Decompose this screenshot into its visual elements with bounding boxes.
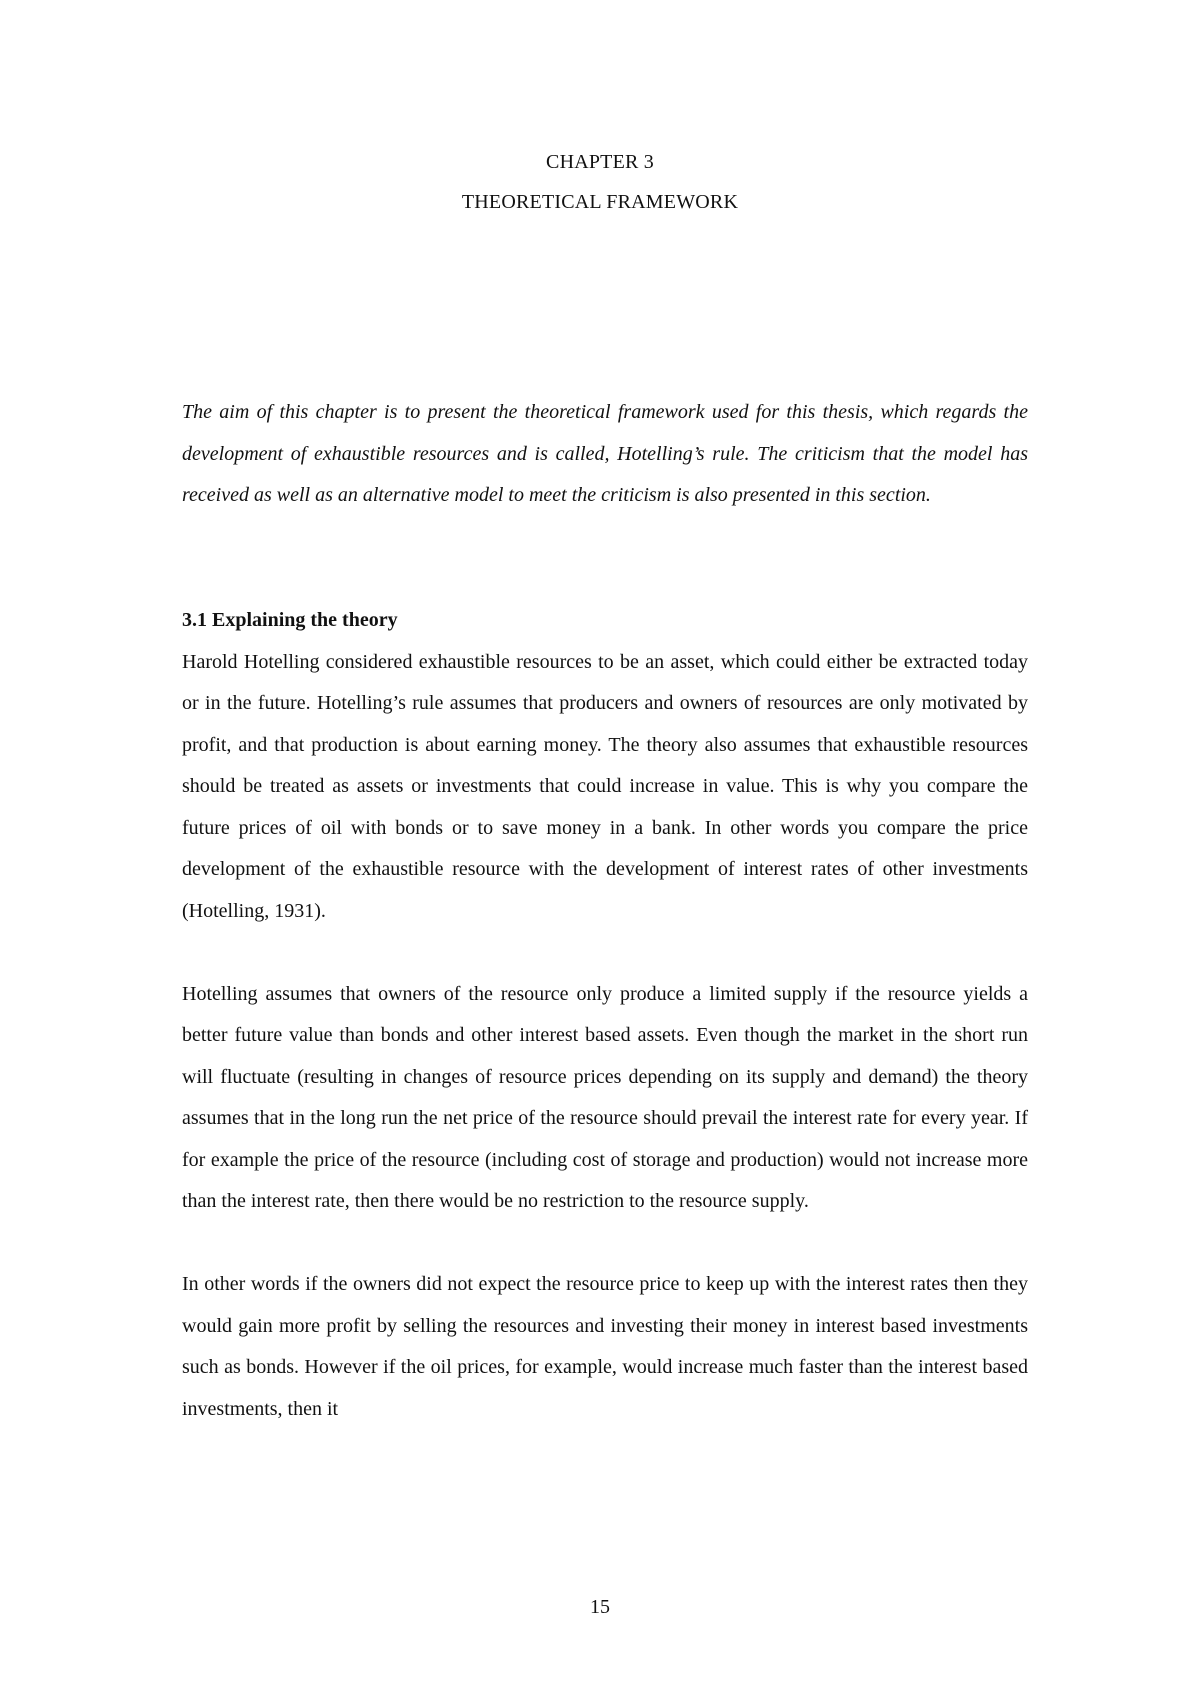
paragraph-1: Harold Hotelling considered exhaustible resources to be an asset, which could either be extracted today or in the future. Hotelling’s rule assumes that producers and owners of resources are only motivated by profit, and that production is about earning money. The theory also assumes that exhaustible resources should be treated as assets or investments that could increase in value. This is why you compare the future prices of oil with bonds or to save money in a bank. In other words you compare the price development of the exhaustible resource with the development of interest rates of other investments (Hotelling, 1931). [182, 650, 1028, 922]
chapter-abstract [182, 392, 1028, 517]
page-number: 15 [590, 1596, 610, 1618]
chapter-heading [0, 142, 1200, 222]
abstract-text: The aim of this chapter is to present the theoretical framework used for this thesis, which regards the development of exhaustible resources and is called, Hotelling’s rule. The criticism that the model has received as well as an alternative model to meet the criticism is also presented in this section. [182, 401, 1028, 506]
chapter-number: CHAPTER 3 [546, 151, 654, 173]
paragraph-3: In other words if the owners did not expect the resource price to keep up with the interest rates then they would gain more profit by selling the resources and investing their money in interest based investments such as bonds. However if the oil prices, for example, would increase much faster than the interest based investments, then it [182, 1273, 1028, 1420]
paragraph-2: Hotelling assumes that owners of the resource only produce a limited supply if the resource yields a better future value than bonds and other interest based assets. Even though the market in the short run will fluctuate (resulting in changes of resource prices depending on its supply and demand) the theory assumes that in the long run the net price of the resource should prevail the interest rate for every year. If for example the price of the resource (including cost of storage and production) would not increase more than the interest rate, then there would be no restriction to the resource supply. [182, 982, 1028, 1212]
section-heading: 3.1 Explaining the theory [182, 609, 398, 631]
chapter-title: THEORETICAL FRAMEWORK [461, 191, 739, 213]
section-3-1 [182, 600, 1028, 1430]
